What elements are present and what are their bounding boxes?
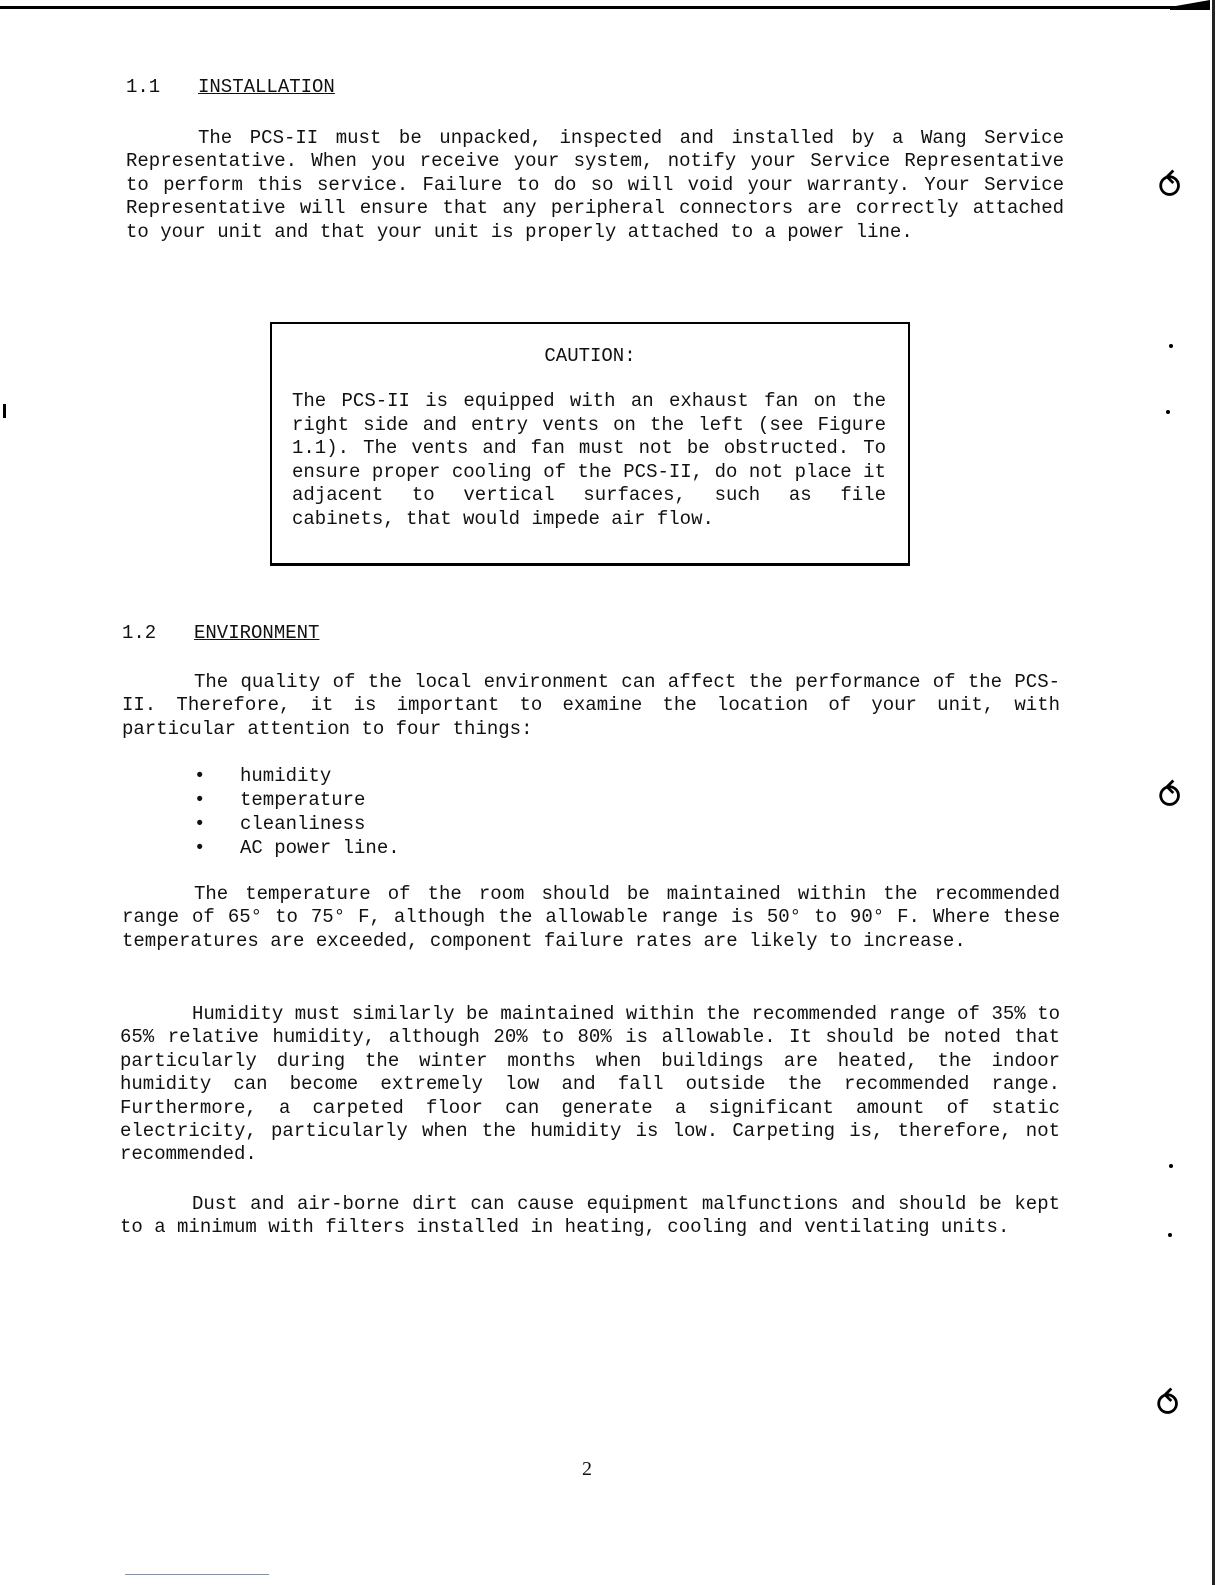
caution-box — [270, 322, 910, 566]
list-item-label: cleanliness — [240, 813, 366, 835]
list-item: • AC power line. — [194, 837, 400, 859]
installation-paragraph-text: The PCS-II must be unpacked, inspected and installed by a Wang Service Representative. When you receive your system, notify your Service Representative to perform this service. Failure to do so will void your warranty. Your Service Representative will ensure that any peripheral connectors are correctly attached to your unit and that your unit is properly attached to a power line. — [126, 127, 1064, 243]
environment-intro-text: The quality of the local environment can affect the performance of the PCS-II. Therefore, it is important to examine the location of your unit, with particular attention to four things: — [122, 671, 1060, 740]
margin-dot — [1168, 1233, 1172, 1237]
list-item-label: temperature — [240, 789, 366, 811]
list-item: • temperature — [194, 789, 366, 811]
margin-dot — [1166, 410, 1170, 414]
check-mark-icon: ⥀ — [1158, 777, 1182, 817]
section-number: 1.1 — [126, 76, 161, 98]
caution-text: The PCS-II is equipped with an exhaust fan on the right side and entry vents on the left (see Figure 1.1). The vents and fan must not be obstructed. To ensure proper cooling of the PCS-II, do not place it adjacent to vertical surfaces, such as file cabinets, that would impede air flow. — [292, 390, 886, 530]
environment-intro-paragraph — [122, 671, 1060, 741]
temperature-paragraph-text: The temperature of the room should be maintained within the recommended range of 65° to 75° F, although the allowable range is 50° to 90° F. Where these temperatures are exceeded, component failure rates are likely to increase. — [122, 883, 1060, 952]
margin-dot — [1169, 344, 1173, 348]
dust-paragraph-text: Dust and air-borne dirt can cause equipment malfunctions and should be kept to a minimum with filters installed in heating, cooling and ventilating units. — [120, 1193, 1060, 1239]
margin-dot — [1169, 1164, 1173, 1168]
humidity-paragraph — [120, 1003, 1060, 1167]
humidity-paragraph-text: Humidity must similarly be maintained within the recommended range of 35% to 65% relative humidity, although 20% to 80% is allowable. It should be noted that particularly during the winter months when buildings are heated, the indoor humidity can become extremely low and fall outside the recommended range. Furthermore, a carpeted floor can generate a significant amount of static electricity, particularly when the humidity is low. Carpeting is, therefore, not recommended. — [120, 1003, 1060, 1166]
list-item-label: AC power line. — [240, 837, 400, 859]
top-rule — [0, 6, 1200, 9]
environment-factor-list — [194, 764, 400, 860]
top-rule-tail — [1170, 0, 1210, 10]
left-margin-mark — [3, 404, 6, 418]
section-number: 1.2 — [122, 622, 157, 644]
check-mark-icon: ⥀ — [1156, 1385, 1180, 1425]
check-mark-icon: ⥀ — [1158, 167, 1182, 207]
section-title: INSTALLATION — [198, 76, 335, 98]
bottom-footer-line — [125, 1574, 269, 1575]
caution-title: CAUTION: — [544, 345, 636, 367]
dust-paragraph — [120, 1193, 1060, 1240]
section-heading-installation — [126, 75, 335, 99]
right-page-edge — [1212, 0, 1215, 1585]
list-item-label: humidity — [240, 765, 332, 787]
list-item: • humidity — [194, 765, 332, 787]
list-item: • cleanliness — [194, 813, 366, 835]
page-number: 2 — [582, 1458, 592, 1480]
installation-paragraph — [126, 127, 1064, 244]
section-heading-environment — [122, 621, 319, 645]
temperature-paragraph — [122, 883, 1060, 953]
section-title: ENVIRONMENT — [194, 622, 320, 644]
